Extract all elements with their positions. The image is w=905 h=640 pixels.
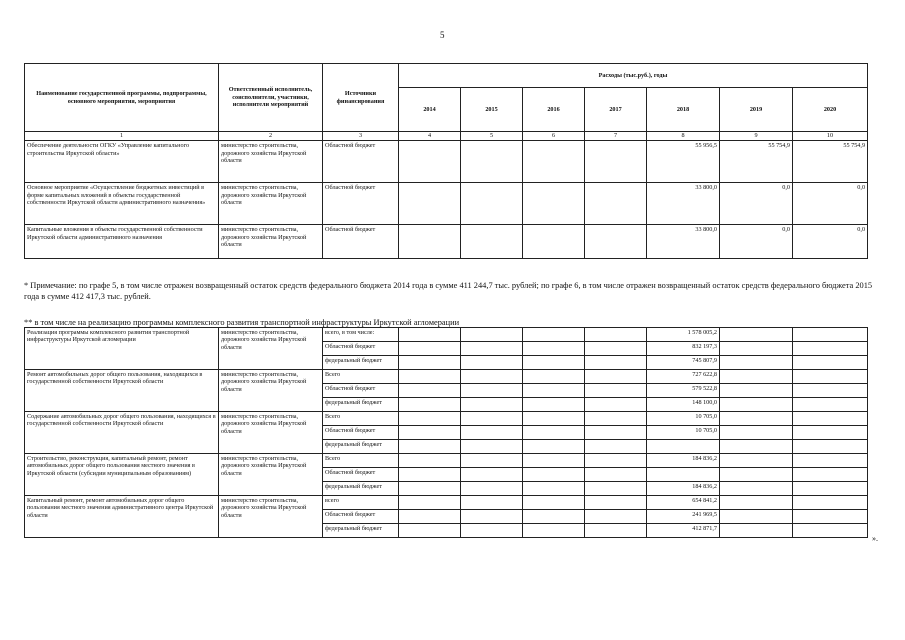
empty-cell <box>720 356 793 370</box>
header-year: 2016 <box>523 88 585 132</box>
empty-cell <box>461 426 523 440</box>
empty-cell <box>720 370 793 384</box>
line-value: 654 841,2 <box>647 496 720 510</box>
empty-cell <box>399 426 461 440</box>
line-value <box>647 468 720 482</box>
empty-cell <box>720 454 793 468</box>
row-name: Основное мероприятие «Осуществление бюджетных инвестиций в форме капитальных вложений в объекты государственной собственности Иркутской области административного назначения» <box>25 183 219 225</box>
row-value: 55 754,9 <box>720 141 793 183</box>
empty-cell <box>399 412 461 426</box>
empty-cell <box>523 496 585 510</box>
empty-cell <box>523 342 585 356</box>
empty-cell <box>720 412 793 426</box>
line-source: федеральный бюджет <box>323 524 399 538</box>
empty-cell <box>461 328 523 342</box>
empty-cell <box>585 370 647 384</box>
line-source: Областной бюджет <box>323 510 399 524</box>
empty-cell <box>720 496 793 510</box>
column-number: 10 <box>793 132 868 141</box>
empty-cell <box>461 454 523 468</box>
line-source: федеральный бюджет <box>323 440 399 454</box>
group-name: Содержание автомобильных дорог общего пользования, находящихся в государственной собственности Иркутской области <box>25 412 219 454</box>
empty-cell <box>523 370 585 384</box>
group-name: Капитальный ремонт, ремонт автомобильных дорог общего пользования местного значения административного центра Иркутской области <box>25 496 219 538</box>
empty-cell <box>461 524 523 538</box>
empty-cell <box>399 510 461 524</box>
line-value <box>647 440 720 454</box>
empty-cell <box>585 356 647 370</box>
line-source: федеральный бюджет <box>323 356 399 370</box>
group-executor: министерство строительства, дорожного хозяйства Иркутской области <box>219 328 323 370</box>
empty-cell <box>793 510 868 524</box>
header-source: Источники финансирования <box>323 64 399 132</box>
empty-cell <box>461 398 523 412</box>
row-executor: министерство строительства, дорожного хозяйства Иркутской области <box>219 225 323 259</box>
group-executor: министерство строительства, дорожного хозяйства Иркутской области <box>219 370 323 412</box>
row-value: 33 800,0 <box>647 183 720 225</box>
header-name: Наименование государственной программы, подпрограммы, основного мероприятия, мероприятия <box>25 64 219 132</box>
empty-cell <box>399 482 461 496</box>
column-number: 9 <box>720 132 793 141</box>
empty-cell <box>399 468 461 482</box>
empty-cell <box>793 524 868 538</box>
group-name: Ремонт автомобильных дорог общего пользования, находящихся в государственной собственности Иркутской области <box>25 370 219 412</box>
empty-cell <box>399 370 461 384</box>
empty-cell <box>461 342 523 356</box>
empty-cell <box>399 524 461 538</box>
empty-cell <box>399 398 461 412</box>
table-row <box>25 454 868 468</box>
empty-cell <box>585 426 647 440</box>
table-row <box>25 328 868 342</box>
table-row <box>25 412 868 426</box>
empty-cell <box>793 496 868 510</box>
row-value <box>399 183 461 225</box>
line-source: Областной бюджет <box>323 426 399 440</box>
column-number: 2 <box>219 132 323 141</box>
agglomeration-table <box>24 327 868 538</box>
empty-cell <box>720 482 793 496</box>
empty-cell <box>461 356 523 370</box>
row-value <box>585 225 647 259</box>
header-year: 2017 <box>585 88 647 132</box>
empty-cell <box>793 412 868 426</box>
empty-cell <box>793 468 868 482</box>
empty-cell <box>720 328 793 342</box>
table-row <box>25 141 868 183</box>
empty-cell <box>399 328 461 342</box>
row-name: Капитальные вложения в объекты государственной собственности Иркутской области административного назначения <box>25 225 219 259</box>
row-source: Областной бюджет <box>323 225 399 259</box>
empty-cell <box>461 412 523 426</box>
line-value: 1 578 005,2 <box>647 328 720 342</box>
line-source: Областной бюджет <box>323 342 399 356</box>
empty-cell <box>461 496 523 510</box>
header-executor: Ответственный исполнитель, соисполнители, участники, исполнители мероприятий <box>219 64 323 132</box>
header-expenses: Расходы (тыс.руб.), годы <box>399 64 868 88</box>
row-value <box>461 141 523 183</box>
header-year: 2018 <box>647 88 720 132</box>
group-executor: министерство строительства, дорожного хозяйства Иркутской области <box>219 496 323 538</box>
row-value <box>585 141 647 183</box>
empty-cell <box>523 524 585 538</box>
empty-cell <box>523 356 585 370</box>
empty-cell <box>585 342 647 356</box>
empty-cell <box>399 440 461 454</box>
empty-cell <box>585 454 647 468</box>
empty-cell <box>523 482 585 496</box>
header-year: 2014 <box>399 88 461 132</box>
empty-cell <box>720 468 793 482</box>
header-year: 2020 <box>793 88 868 132</box>
empty-cell <box>523 328 585 342</box>
page-number: 5 <box>440 30 445 40</box>
row-value <box>523 141 585 183</box>
empty-cell <box>585 440 647 454</box>
line-source: всего <box>323 496 399 510</box>
empty-cell <box>461 510 523 524</box>
line-source: федеральный бюджет <box>323 482 399 496</box>
table-row <box>25 183 868 225</box>
empty-cell <box>523 440 585 454</box>
line-value: 10 705,0 <box>647 426 720 440</box>
line-value: 184 836,2 <box>647 454 720 468</box>
empty-cell <box>523 412 585 426</box>
row-value: 0,0 <box>720 183 793 225</box>
empty-cell <box>720 524 793 538</box>
group-name: Реализация программы комплексного развития транспортной инфраструктуры Иркутской агломерации <box>25 328 219 370</box>
row-value: 0,0 <box>793 183 868 225</box>
empty-cell <box>585 496 647 510</box>
empty-cell <box>461 468 523 482</box>
row-source: Областной бюджет <box>323 141 399 183</box>
line-value: 148 100,0 <box>647 398 720 412</box>
line-source: Всего <box>323 454 399 468</box>
table-row <box>25 370 868 384</box>
row-value: 55 754,9 <box>793 141 868 183</box>
line-value: 579 522,8 <box>647 384 720 398</box>
line-value: 10 705,0 <box>647 412 720 426</box>
footnote-2: ** в том числе на реализацию программы комплексного развития транспортной инфраструктуры Иркутской агломерации <box>24 318 460 327</box>
empty-cell <box>461 482 523 496</box>
group-executor: министерство строительства, дорожного хозяйства Иркутской области <box>219 412 323 454</box>
empty-cell <box>793 328 868 342</box>
empty-cell <box>523 468 585 482</box>
line-value: 727 622,8 <box>647 370 720 384</box>
line-value: 412 871,7 <box>647 524 720 538</box>
empty-cell <box>720 510 793 524</box>
empty-cell <box>793 342 868 356</box>
table-row <box>25 496 868 510</box>
line-source: федеральный бюджет <box>323 398 399 412</box>
empty-cell <box>461 440 523 454</box>
line-value: 241 969,5 <box>647 510 720 524</box>
column-number: 5 <box>461 132 523 141</box>
table-row <box>25 225 868 259</box>
empty-cell <box>793 454 868 468</box>
empty-cell <box>523 510 585 524</box>
empty-cell <box>585 328 647 342</box>
column-number: 6 <box>523 132 585 141</box>
empty-cell <box>720 426 793 440</box>
empty-cell <box>720 342 793 356</box>
empty-cell <box>585 482 647 496</box>
empty-cell <box>720 384 793 398</box>
line-value: 832 197,3 <box>647 342 720 356</box>
column-number: 1 <box>25 132 219 141</box>
row-value <box>585 183 647 225</box>
column-number: 8 <box>647 132 720 141</box>
empty-cell <box>720 398 793 412</box>
row-value <box>399 225 461 259</box>
empty-cell <box>399 384 461 398</box>
empty-cell <box>793 370 868 384</box>
row-value: 0,0 <box>720 225 793 259</box>
empty-cell <box>399 356 461 370</box>
line-source: Областной бюджет <box>323 384 399 398</box>
group-executor: министерство строительства, дорожного хозяйства Иркутской области <box>219 454 323 496</box>
empty-cell <box>793 440 868 454</box>
line-source: Областной бюджет <box>323 468 399 482</box>
empty-cell <box>523 384 585 398</box>
row-value <box>523 225 585 259</box>
empty-cell <box>523 398 585 412</box>
empty-cell <box>399 496 461 510</box>
empty-cell <box>585 510 647 524</box>
empty-cell <box>793 384 868 398</box>
row-value <box>523 183 585 225</box>
empty-cell <box>523 426 585 440</box>
column-number: 3 <box>323 132 399 141</box>
empty-cell <box>793 426 868 440</box>
empty-cell <box>720 440 793 454</box>
empty-cell <box>585 398 647 412</box>
group-name: Строительство, реконструкция, капитальный ремонт, ремонт автомобильных дорог общего пользования местного значения в Иркутской области (субсидии муниципальным образованиям) <box>25 454 219 496</box>
empty-cell <box>399 342 461 356</box>
row-name: Обеспечение деятельности ОГКУ «Управление капитального строительства Иркутской области» <box>25 141 219 183</box>
row-executor: министерство строительства, дорожного хозяйства Иркутской области <box>219 183 323 225</box>
empty-cell <box>793 356 868 370</box>
empty-cell <box>585 468 647 482</box>
column-number: 4 <box>399 132 461 141</box>
empty-cell <box>793 482 868 496</box>
footnote-1: * Примечание: по графе 5, в том числе отражен возвращенный остаток средств федерального бюджета 2014 года в сумме 411 244,7 тыс. рублей; по графе 6, в том числе отражен возвращенный остаток средств федерального бюджета 2015 года в сумме 412 417,3 тыс. рублей. <box>24 281 873 301</box>
row-value <box>399 141 461 183</box>
row-value <box>461 225 523 259</box>
empty-cell <box>523 454 585 468</box>
row-value: 55 956,5 <box>647 141 720 183</box>
row-value: 0,0 <box>793 225 868 259</box>
row-executor: министерство строительства, дорожного хозяйства Иркутской области <box>219 141 323 183</box>
empty-cell <box>585 384 647 398</box>
line-source: Всего <box>323 370 399 384</box>
column-number: 7 <box>585 132 647 141</box>
header-year: 2019 <box>720 88 793 132</box>
line-value: 184 836,2 <box>647 482 720 496</box>
line-source: Всего <box>323 412 399 426</box>
line-value: 745 807,9 <box>647 356 720 370</box>
line-source: всего, в том числе: <box>323 328 399 342</box>
empty-cell <box>793 398 868 412</box>
closing-mark: ». <box>872 534 878 543</box>
expenses-table <box>24 63 868 259</box>
empty-cell <box>585 524 647 538</box>
empty-cell <box>461 384 523 398</box>
empty-cell <box>461 370 523 384</box>
empty-cell <box>585 412 647 426</box>
empty-cell <box>399 454 461 468</box>
row-value <box>461 183 523 225</box>
row-source: Областной бюджет <box>323 183 399 225</box>
row-value: 33 800,0 <box>647 225 720 259</box>
header-year: 2015 <box>461 88 523 132</box>
